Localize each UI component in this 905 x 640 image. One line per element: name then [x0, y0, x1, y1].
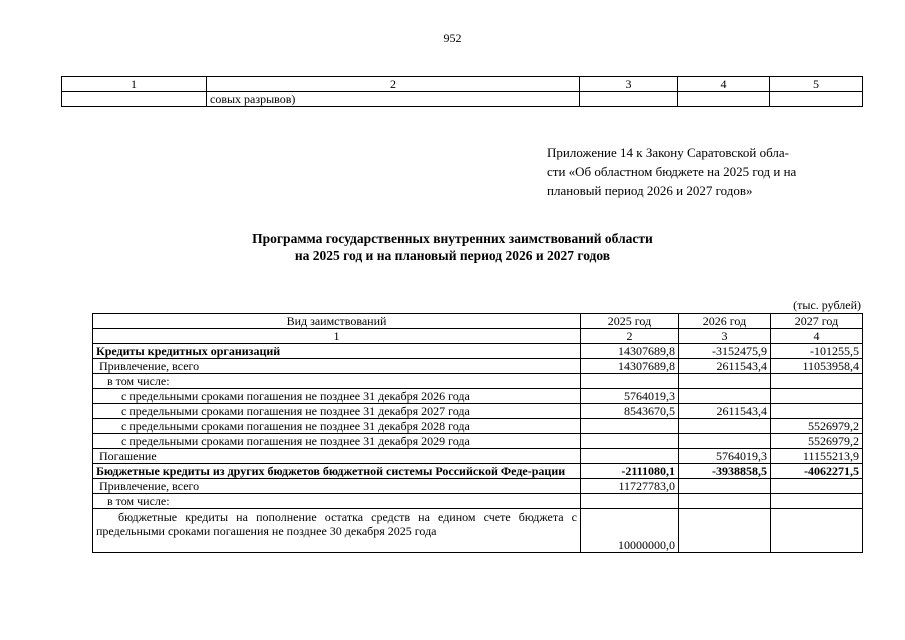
row-label: с предельными сроками погашения не позднее 31 декабря 2026 года	[93, 389, 581, 404]
table-cell	[770, 92, 863, 107]
value-2027: 5526979,2	[771, 434, 863, 449]
table-header-cell: 2025 год	[581, 314, 679, 329]
value-2027	[771, 389, 863, 404]
units-label: (тыс. рублей)	[793, 298, 861, 312]
table-row	[93, 434, 863, 449]
row-label: с предельными сроками погашения не позднее 31 декабря 2029 года	[93, 434, 581, 449]
value-2025: 5764019,3	[581, 389, 679, 404]
table-row	[93, 374, 863, 389]
table-number-row	[93, 329, 863, 344]
row-label: Привлечение, всего	[93, 479, 581, 494]
table-row	[93, 494, 863, 509]
value-2027: -101255,5	[771, 344, 863, 359]
borrowing-program-table	[92, 313, 863, 553]
row-label: Привлечение, всего	[93, 359, 581, 374]
value-2026: -3152475,9	[679, 344, 771, 359]
row-label: с предельными сроками погашения не позднее 31 декабря 2027 года	[93, 404, 581, 419]
value-2027: 11053958,4	[771, 359, 863, 374]
value-2027	[771, 404, 863, 419]
row-label: в том числе:	[93, 374, 581, 389]
row-label: в том числе:	[93, 494, 581, 509]
table-cell	[580, 92, 678, 107]
table-header-cell: 2026 год	[679, 314, 771, 329]
row-label: Бюджетные кредиты из других бюджетов бюджетной системы Российской Феде-рации	[93, 464, 581, 479]
table-row	[93, 419, 863, 434]
table-header-cell: 1	[93, 329, 581, 344]
value-2027	[771, 374, 863, 389]
value-2025: 14307689,8	[581, 359, 679, 374]
table-header-cell: 1	[62, 77, 207, 92]
row-label: с предельными сроками погашения не позднее 31 декабря 2028 года	[93, 419, 581, 434]
value-2025	[581, 494, 679, 509]
continued-table-fragment	[61, 76, 863, 107]
value-2025: 14307689,8	[581, 344, 679, 359]
value-2026	[679, 374, 771, 389]
value-2026: 2611543,4	[679, 359, 771, 374]
document-title	[0, 230, 905, 264]
table-header-cell: 4	[771, 329, 863, 344]
value-2025: -2111080,1	[581, 464, 679, 479]
value-2027: 11155213,9	[771, 449, 863, 464]
value-2026	[679, 479, 771, 494]
appendix-note	[547, 143, 847, 200]
value-2026	[679, 389, 771, 404]
table-row	[62, 92, 863, 107]
appendix-line: сти «Об областном бюджете на 2025 год и на	[547, 164, 797, 179]
value-2026: 5764019,3	[679, 449, 771, 464]
value-2026: -3938858,5	[679, 464, 771, 479]
table-header-cell: 3	[679, 329, 771, 344]
table-header-cell: 2	[207, 77, 580, 92]
value-2026: 2611543,4	[679, 404, 771, 419]
title-line: на 2025 год и на плановый период 2026 и 2027 годов	[294, 248, 611, 263]
value-2027: -4062271,5	[771, 464, 863, 479]
value-2025: 8543670,5	[581, 404, 679, 419]
value-2026	[679, 509, 771, 553]
table-row	[93, 449, 863, 464]
table-header-row	[93, 314, 863, 329]
table-cell	[678, 92, 770, 107]
table-header-cell: 3	[580, 77, 678, 92]
table-header-cell: 4	[678, 77, 770, 92]
value-2025	[581, 434, 679, 449]
table-cell	[62, 92, 207, 107]
table-header-cell: 2	[581, 329, 679, 344]
table-header-row	[62, 77, 863, 92]
title-line: Программа государственных внутренних заимствований области	[252, 231, 653, 246]
value-2027	[771, 494, 863, 509]
value-2027	[771, 509, 863, 553]
table-header-cell: 5	[770, 77, 863, 92]
value-2026	[679, 494, 771, 509]
table-row	[93, 389, 863, 404]
appendix-line: Приложение 14 к Закону Саратовской обла-	[547, 145, 789, 160]
row-label: Погашение	[93, 449, 581, 464]
table-header-cell: Вид заимствований	[93, 314, 581, 329]
appendix-line: плановый период 2026 и 2027 годов»	[547, 183, 753, 198]
row-label: Кредиты кредитных организаций	[93, 344, 581, 359]
table-cell: совых разрывов)	[207, 92, 580, 107]
table-row	[93, 404, 863, 419]
value-2025: 11727783,0	[581, 479, 679, 494]
value-2025: 10000000,0	[581, 509, 679, 553]
table-row	[93, 359, 863, 374]
row-label: бюджетные кредиты на пополнение остатка средств на едином счете бюджета с предельными сроками погашения не позднее 30 декабря 2025 года	[93, 509, 581, 553]
value-2026	[679, 419, 771, 434]
table-row	[93, 509, 863, 553]
table-header-cell: 2027 год	[771, 314, 863, 329]
value-2025	[581, 419, 679, 434]
value-2026	[679, 434, 771, 449]
table-row	[93, 479, 863, 494]
page-number: 952	[443, 31, 462, 45]
table-row	[93, 344, 863, 359]
value-2025	[581, 449, 679, 464]
value-2025	[581, 374, 679, 389]
value-2027	[771, 479, 863, 494]
table-row	[93, 464, 863, 479]
value-2027: 5526979,2	[771, 419, 863, 434]
